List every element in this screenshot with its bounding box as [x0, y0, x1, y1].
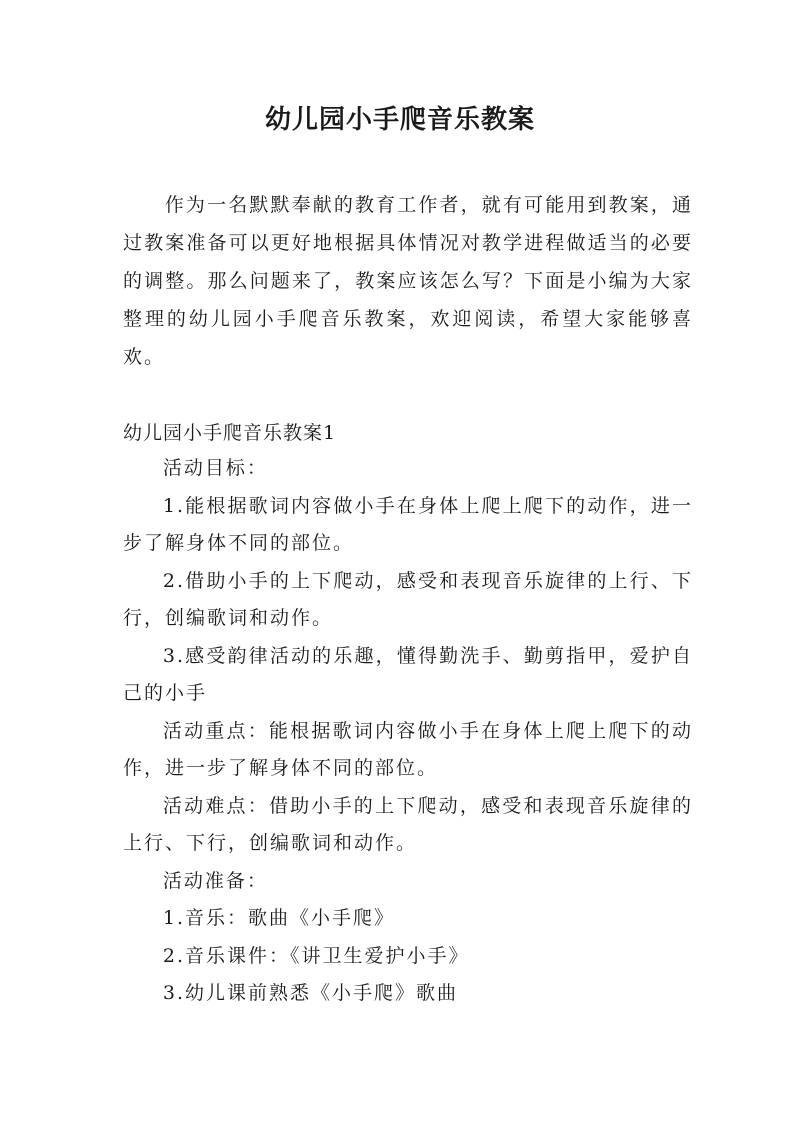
body-paragraph-goal-1: 1.能根据歌词内容做小手在身体上爬上爬下的动作，进一步了解身体不同的部位。 — [123, 494, 693, 554]
body-paragraph-prep-3: 3.幼儿课前熟悉《小手爬》歌曲 — [162, 982, 459, 1004]
body-paragraph-goals-label: 活动目标： — [162, 457, 268, 479]
body-paragraph-difficulty: 活动难点：借助小手的上下爬动，感受和表现音乐旋律的上行、下行，创编歌词和动作。 — [123, 794, 693, 854]
section-heading: 幼儿园小手爬音乐教案1 — [123, 422, 337, 444]
intro-paragraph: 作为一名默默奉献的教育工作者，就有可能用到教案，通过教案准备可以更好地根据具体情况对教学进程做适当的必要的调整。那么问题来了，教案应该怎么写？下面是小编为大家整理的幼儿园小手爬音乐教案，欢迎阅读，希望大家能够喜欢。 — [123, 194, 693, 368]
body-paragraph-key-point: 活动重点：能根据歌词内容做小手在身体上爬上爬下的动作，进一步了解身体不同的部位。 — [123, 719, 693, 779]
document-title: 幼儿园小手爬音乐教案 — [264, 105, 535, 135]
body-paragraph-goal-3: 3.感受韵律活动的乐趣，懂得勤洗手、勤剪指甲，爱护自己的小手 — [123, 644, 693, 704]
body-paragraph-goal-2: 2.借助小手的上下爬动，感受和表现音乐旋律的上行、下行，创编歌词和动作。 — [123, 569, 693, 629]
body-paragraph-prep-1: 1.音乐：歌曲《小手爬》 — [162, 907, 396, 929]
body-paragraph-prep-label: 活动准备： — [162, 869, 268, 892]
section-body — [123, 450, 693, 1013]
body-paragraph-prep-2: 2.音乐课件：《讲卫生爱护小手》 — [162, 944, 470, 967]
